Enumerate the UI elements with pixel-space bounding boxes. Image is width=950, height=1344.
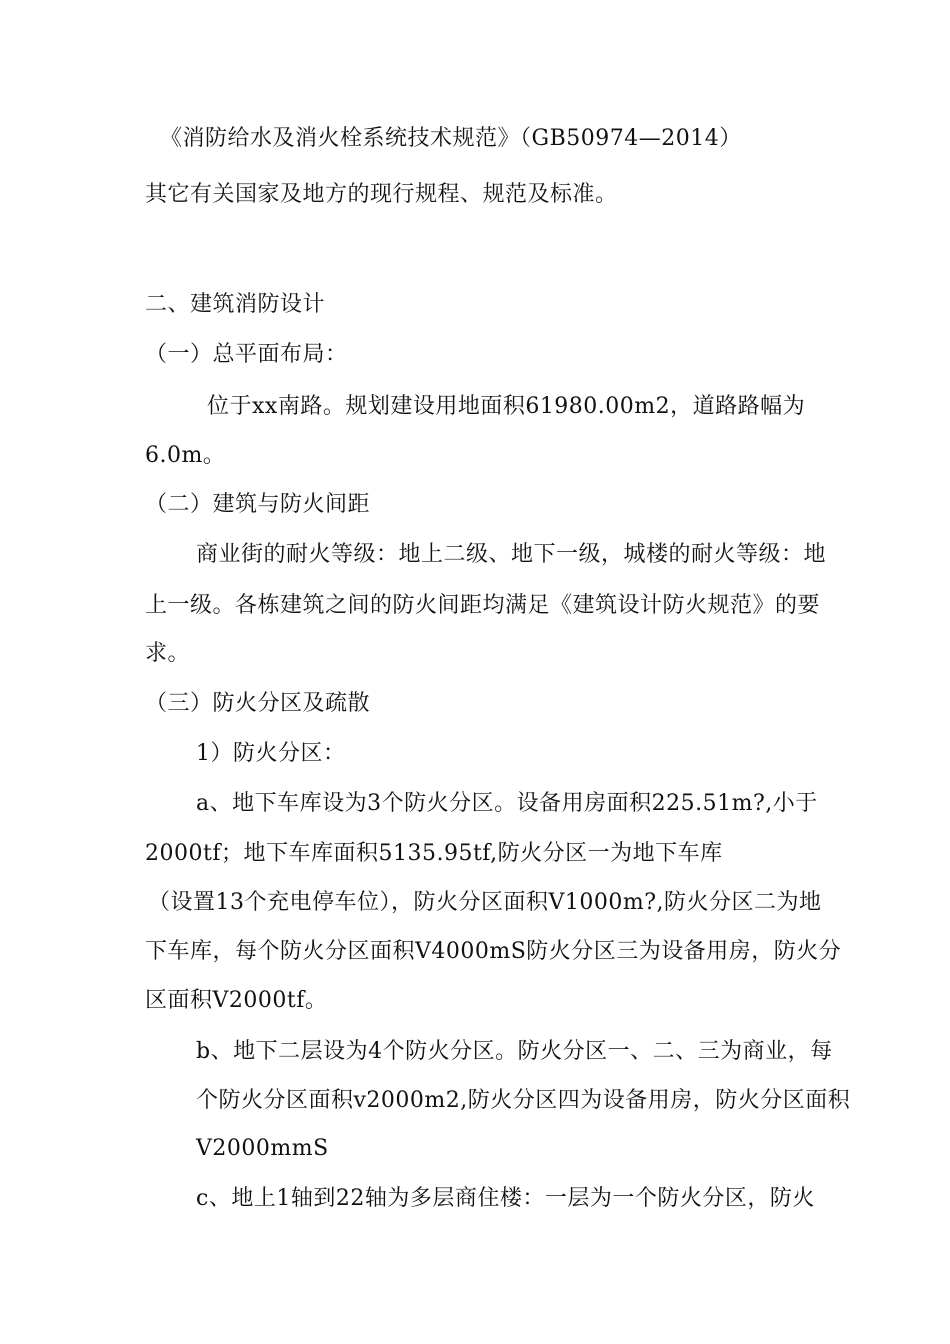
paragraph-line: 上一级。各栋建筑之间的防火间距均满足《建筑设计防火规范》的要	[145, 593, 821, 618]
paragraph-line: 位于xx南路。规划建设用地面积61980.00m2，道路路幅为	[207, 394, 806, 419]
list-item-line: V2000mmS	[196, 1136, 329, 1161]
paragraph-line: 商业街的耐火等级：地上二级、地下一级，城楼的耐火等级：地	[196, 542, 827, 567]
list-item-line: 2000tf；地下车库面积5135.95tf,防火分区一为地下车库	[145, 841, 723, 866]
list-item-line: a、地下车库设为3个防火分区。设备用房面积225.51m?,小于	[196, 791, 818, 816]
list-heading: 1）防火分区：	[196, 741, 346, 766]
reference-standard-line: 《消防给水及消火栓系统技术规范》（GB50974—2014）	[160, 126, 742, 151]
subsection-heading: （一）总平面布局：	[145, 342, 348, 367]
list-item-line: b、地下二层设为4个防火分区。防火分区一、二、三为商业，每	[196, 1039, 833, 1064]
list-item-line: 个防火分区面积v2000m2,防火分区四为设备用房，防火分区面积	[196, 1088, 851, 1113]
list-item-line: （设置13个充电停车位），防火分区面积V1000m?,防火分区二为地	[148, 890, 822, 915]
paragraph-line: 6.0m。	[145, 443, 226, 468]
subsection-heading: （二）建筑与防火间距	[145, 492, 371, 517]
list-item-line: 下车库，每个防火分区面积V4000mS防火分区三为设备用房，防火分	[145, 939, 842, 964]
reference-other-line: 其它有关国家及地方的现行规程、规范及标准。	[145, 182, 618, 207]
section-heading: 二、建筑消防设计	[145, 292, 326, 317]
list-item-line: 区面积V2000tf。	[145, 988, 328, 1013]
subsection-heading: （三）防火分区及疏散	[145, 691, 371, 716]
paragraph-line: 求。	[145, 641, 191, 666]
list-item-line: c、地上1轴到22轴为多层商住楼：一层为一个防火分区，防火	[196, 1186, 815, 1211]
